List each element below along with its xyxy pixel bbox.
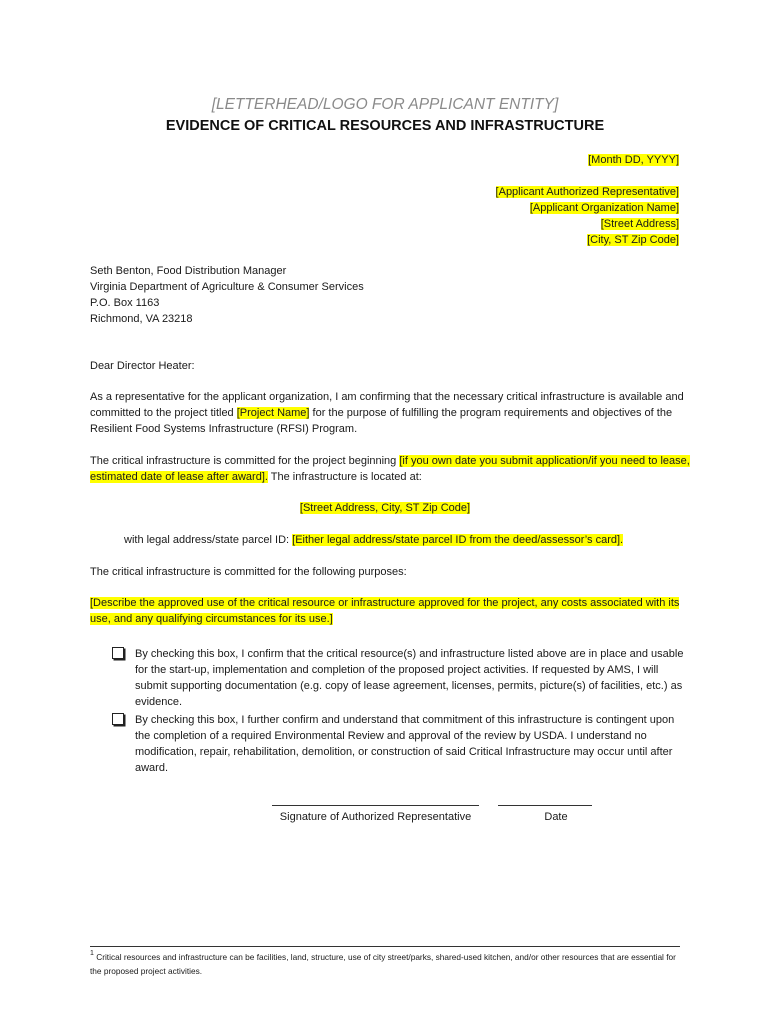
recipient-line: P.O. Box 1163	[90, 297, 160, 309]
signature-line[interactable]	[272, 805, 479, 806]
sender-representative: [Applicant Authorized Representative]	[495, 186, 679, 198]
checkbox-row-confirm-resources	[112, 646, 692, 710]
legal-address-line: with legal address/state parcel ID: [Either legal address/state parcel ID from the deed/assessor’s card].	[124, 534, 624, 546]
recipient-line: Richmond, VA 23218	[90, 313, 193, 325]
date-placeholder	[588, 152, 679, 168]
document-title: EVIDENCE OF CRITICAL RESOURCES AND INFRASTRUCTURE	[165, 118, 605, 134]
project-name-placeholder: [Project Name]	[236, 407, 310, 419]
sender-organization: [Applicant Organization Name]	[529, 202, 679, 214]
paragraph-commitment-date: The critical infrastructure is committed for the project beginning [if you own date you submit application/if you need to lease, estimated date of lease after award]. The infrastructure is located at:	[90, 455, 690, 483]
purposes-placeholder: [Describe the approved use of the critical resource or infrastructure approved for the project, any costs associated with its use, and any qualifying circumstances for its use.]	[90, 597, 680, 625]
letterhead-placeholder: [LETTERHEAD/LOGO FOR APPLICANT ENTITY]	[211, 96, 559, 113]
footnote-divider	[90, 946, 680, 947]
sender-address-block	[496, 184, 679, 248]
footnote-marker: 1	[90, 950, 94, 957]
legal-address-placeholder: [Either legal address/state parcel ID from the deed/assessor’s card].	[292, 534, 624, 546]
checkbox-label: By checking this box, I further confirm and understand that commitment of this infrastructure is contingent upon the completion of a required Environmental Review and approval of the review by USDA. I understand no modification, repair, rehabilitation, demolition, or construction of said Critical Infrastructure may occur until after award.	[135, 714, 675, 774]
footnote	[90, 950, 682, 978]
checkbox-label: By checking this box, I confirm that the critical resource(s) and infrastructure listed above are in place and usable for the start-up, implementation and completion of the proposed project activities. If requested by AMS, I will submit supporting documentation (e.g. copy of lease agreement, licenses, permits, picture(s) of facilities, etc.) as evidence.	[135, 648, 684, 708]
sender-city: [City, ST Zip Code]	[587, 234, 679, 246]
checkbox-row-environmental-review	[112, 712, 692, 776]
recipient-line: Virginia Department of Agriculture & Consumer Services	[90, 281, 364, 293]
purposes-description	[90, 595, 680, 627]
footnote-text: Critical resources and infrastructure can be facilities, land, structure, use of city street/parks, shared-used kitchen, and/or other resources that are essential for the proposed project activities.	[90, 952, 676, 976]
sender-street: [Street Address]	[600, 218, 679, 230]
confirm-resources-checkbox[interactable]	[112, 647, 124, 659]
environmental-review-checkbox[interactable]	[112, 713, 124, 725]
recipient-line: Seth Benton, Food Distribution Manager	[90, 265, 287, 277]
date-value: [Month DD, YYYY]	[588, 154, 679, 166]
commitment-date-placeholder: [if you own date you submit application/if you need to lease, estimated date of lease after award].	[90, 455, 690, 483]
paragraph-confirmation: As a representative for the applicant organization, I am confirming that the necessary critical infrastructure is available and committed to the project titled [Project Name] for the purpose of fulfilling the program requirements and objectives of the Resilient Food Systems Infrastructure (RFSI) Program.	[90, 391, 684, 435]
date-line[interactable]	[498, 805, 592, 806]
salutation: Dear Director Heater:	[90, 360, 195, 372]
purposes-intro: The critical infrastructure is committed for the following purposes:	[90, 566, 407, 578]
signature-label: Signature of Authorized Representative	[279, 811, 472, 823]
infrastructure-address-placeholder: [Street Address, City, ST Zip Code]	[299, 502, 471, 514]
infrastructure-address	[0, 500, 770, 516]
date-label: Date	[544, 811, 568, 823]
recipient-address-block	[90, 263, 690, 327]
